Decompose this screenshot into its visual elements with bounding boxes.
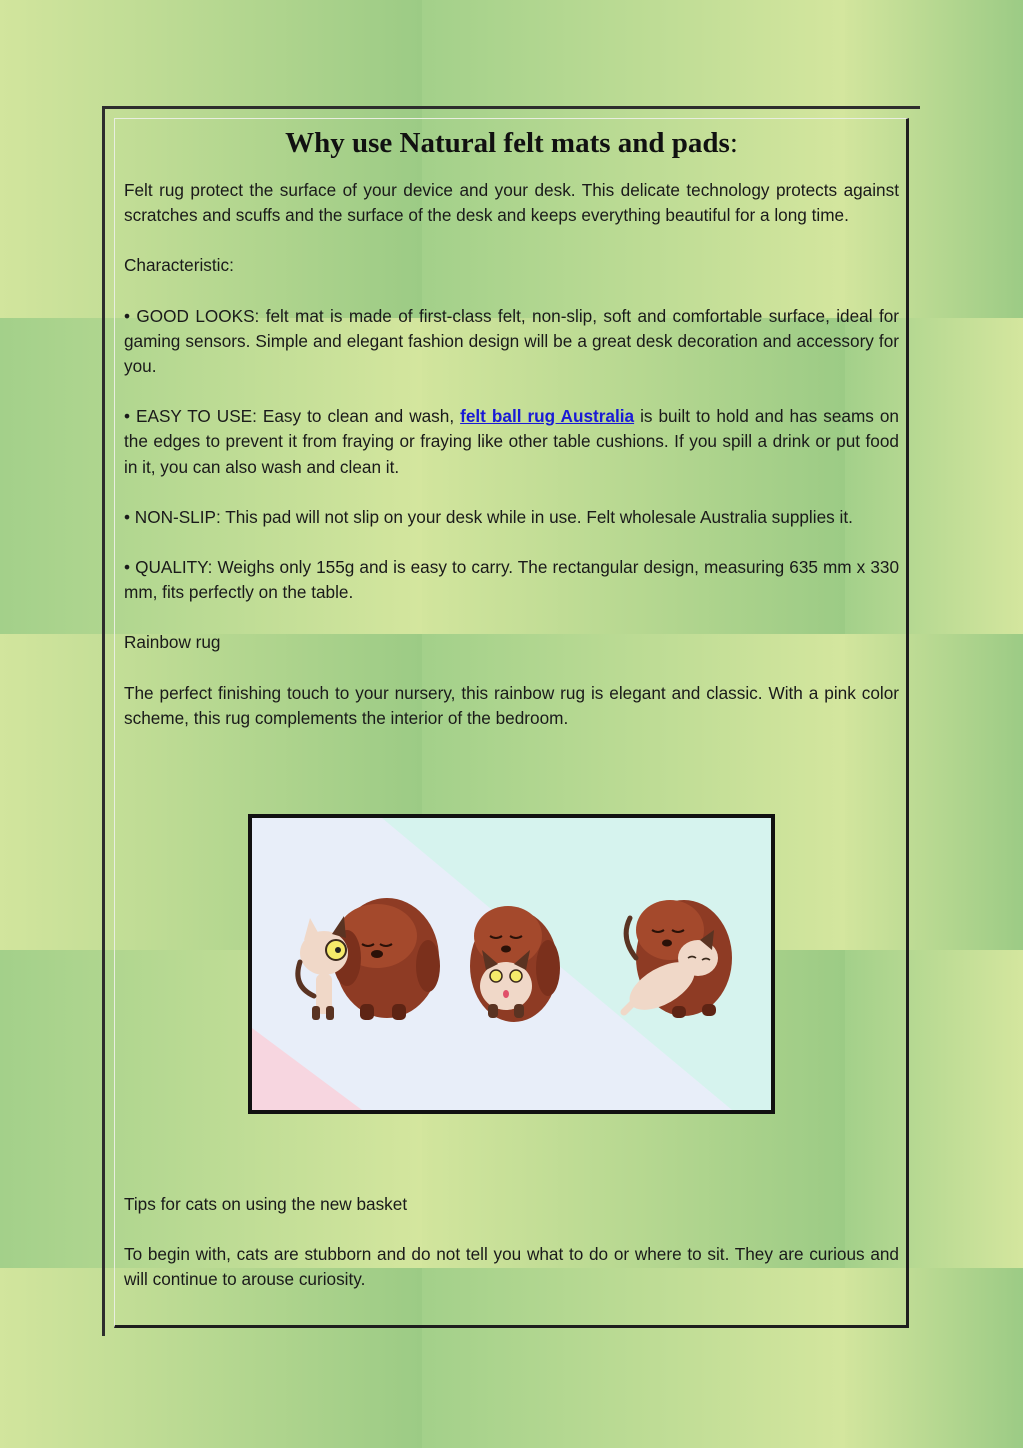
bullet-quality: • QUALITY: Weighs only 155g and is easy to carry. The rectangular design, measuring 635 mm x 330 mm, fits perfectly on the table. [124,557,899,603]
scene-cat-peeking [298,898,440,1020]
rainbow-heading: Rainbow rug [124,632,221,653]
bullet-easy-prefix: • EASY TO USE: Easy to clean and wash, [124,406,461,427]
bullet-good-looks: • GOOD LOOKS: felt mat is made of first-class felt, non-slip, soft and comfortable surface, ideal for gaming sensors. Simple and elegant fashion design will be a great desk decoration and accessory for you. [124,305,899,377]
bullet-easy-to-use [124,404,899,480]
illustration-svg [252,818,771,1110]
intro-paragraph: Felt rug protect the surface of your device and your desk. This delicate technology protects against scratches and scuffs and the surface of the desk and keeps everything beautiful for a long time. [124,180,899,226]
document-body [124,120,899,756]
document-title [124,126,899,160]
bullet-easy-suffix: is built to hold and has seams on the edges to prevent it from fraying or fraying like other table cushions. If you spill a drink or put food in it, you can also wash and clean it. [124,406,899,477]
characteristic-heading: Characteristic: [124,255,234,276]
pink-corner [252,1028,362,1110]
bullet-non-slip: • NON-SLIP: This pad will not slip on your desk while in use. Felt wholesale Australia supplies it. [124,506,853,527]
document-tail [124,1192,899,1318]
felt-ball-rug-link[interactable]: felt ball rug Australia [460,406,635,427]
title-colon: : [729,127,738,159]
title-text: Why use Natural felt mats and pads [285,127,730,159]
tips-heading: Tips for cats on using the new basket [124,1194,408,1214]
tips-paragraph: To begin with, cats are stubborn and do not tell you what to do or where to sit. They are curious and will continue to arouse curiosity. [124,1244,899,1290]
rainbow-paragraph: The perfect finishing touch to your nursery, this rainbow rug is elegant and classic. With a pink color scheme, this rug complements the interior of the bedroom. [124,682,899,728]
cat-and-dog-illustration [248,814,775,1114]
